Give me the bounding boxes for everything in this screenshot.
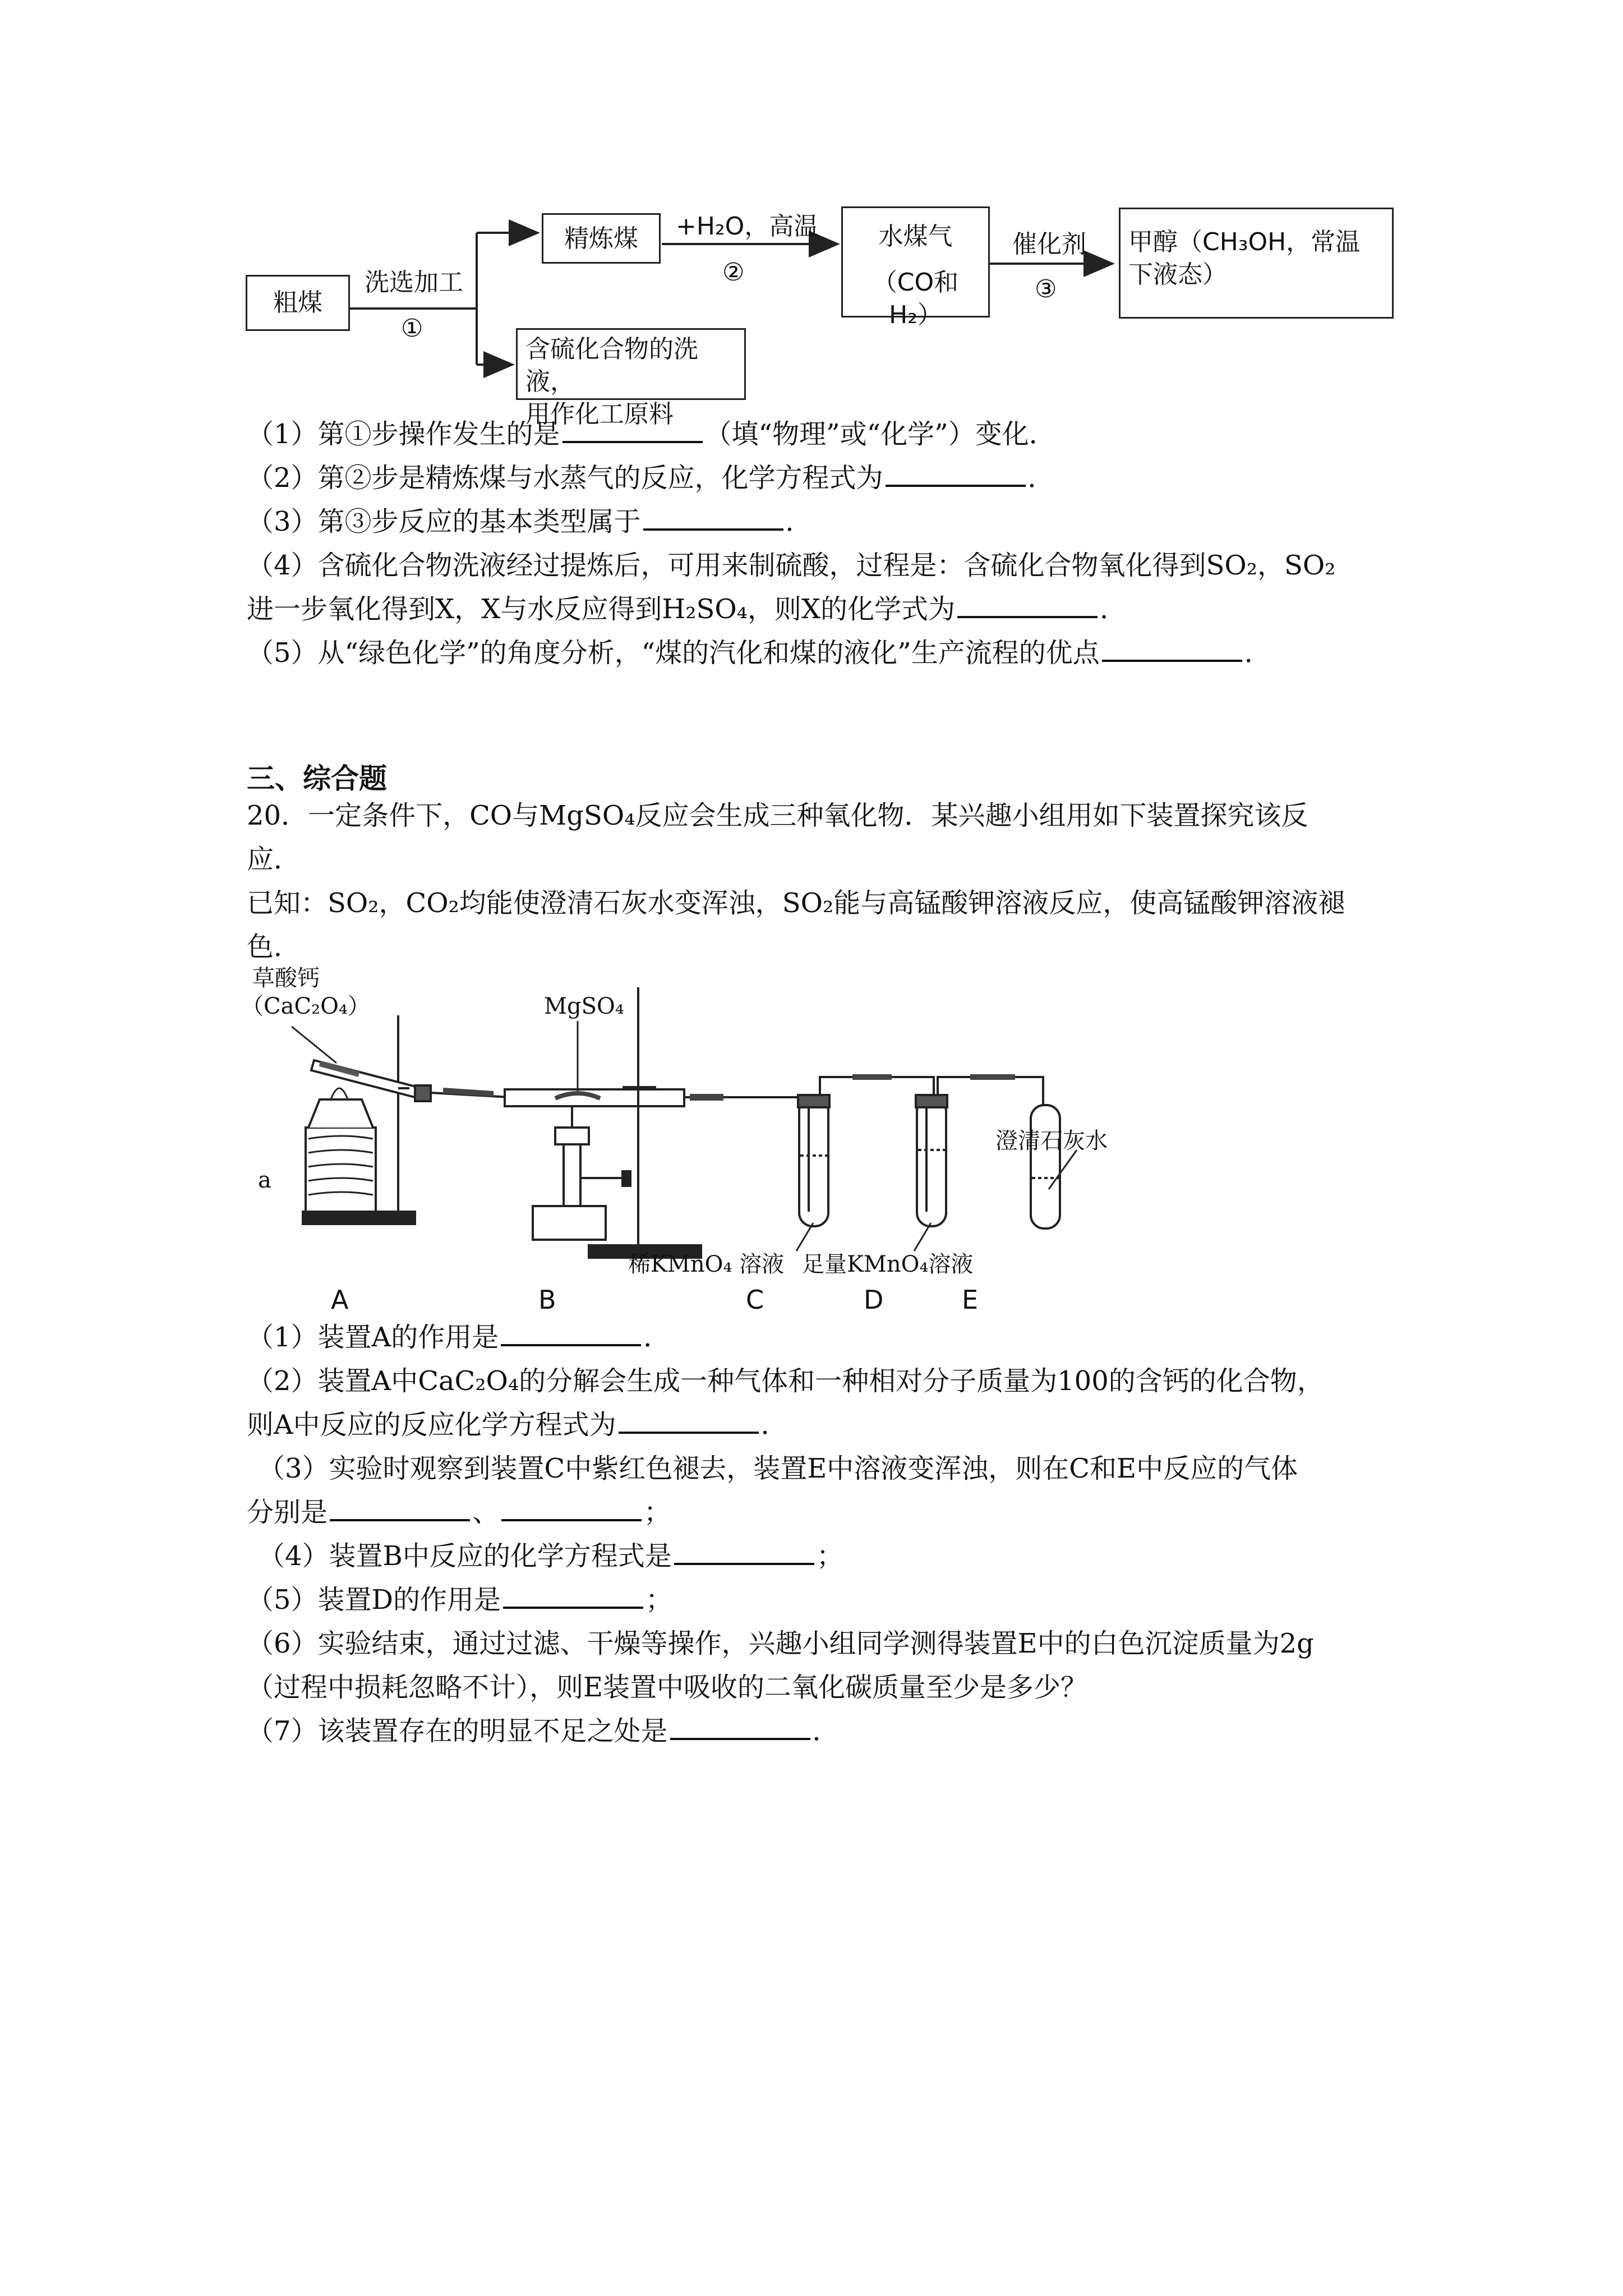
step2-number: ②: [722, 258, 745, 287]
raw-coal-label: 粗煤: [273, 288, 322, 317]
answer-blank[interactable]: [501, 1494, 642, 1521]
p2-q1-suffix: ．: [643, 1322, 671, 1353]
lamp-base-b: [533, 1206, 606, 1240]
limewater-label: 澄清石灰水: [995, 1128, 1108, 1154]
mgso4-label: MgSO₄: [544, 993, 624, 1019]
p2-q7-text: （7）该装置存在的明显不足之处是: [247, 1715, 668, 1747]
test-tube-e: [1031, 1105, 1060, 1228]
p1-question-5: [247, 634, 1271, 672]
p2-question-2-line1: （2）装置A中CaC₂O₄的分解会生成一种气体和一种相对分子质量为100的含钙的化合物，: [247, 1365, 1324, 1397]
p1-q3-text: （3）第③步反应的基本类型属于: [247, 506, 641, 537]
coal-process-flowchart: [236, 202, 1402, 429]
apparatus-letter-c: C: [746, 1285, 764, 1315]
answer-blank[interactable]: [670, 1713, 810, 1740]
stopper-c: [798, 1095, 829, 1107]
q20-line1: 20．一定条件下，CO与MgSO₄反应会生成三种氧化物．某兴趣小组用如下装置探究该反: [247, 800, 1308, 831]
burner-a: [308, 1099, 373, 1128]
p2-question-5: [247, 1581, 672, 1619]
p2-question-1: [247, 1318, 670, 1356]
p2-q3-separator: 、: [472, 1497, 500, 1528]
p1-q5-text: （5）从“绿色化学”的角度分析，“煤的汽化和煤的液化”生产流程的优点: [247, 637, 1100, 669]
step3-number: ③: [1035, 275, 1057, 303]
step2-label: +H₂O，高温: [676, 212, 819, 241]
p1-q1-text: （1）第①步操作发生的是: [247, 418, 560, 450]
p2-q3-text: 分别是: [247, 1497, 328, 1528]
refined-coal-box: [542, 213, 661, 264]
p1-q5-suffix: ．: [1244, 637, 1271, 669]
methanol-line1: 甲醇（CH₃OH，常温: [1128, 228, 1361, 256]
p2-q4-suffix: ；: [816, 1540, 843, 1572]
p2-q3-suffix: ；: [644, 1497, 671, 1528]
p2-q5-text: （5）装置D的作用是: [247, 1584, 501, 1616]
p2-q5-suffix: ；: [645, 1584, 673, 1616]
step3-label: 催化剂: [1012, 230, 1086, 259]
p2-question-2-line2: [247, 1406, 788, 1444]
methanol-line2: 下液态）: [1128, 260, 1227, 289]
step1-label: 洗选加工: [365, 268, 463, 297]
leader-d: [914, 1223, 931, 1251]
p2-q1-text: （1）装置A的作用是: [247, 1322, 499, 1353]
flame-a: [331, 1088, 348, 1099]
apparatus-diagram: [241, 965, 1116, 1313]
p1-q1-suffix: （填“物理”或“化学”）变化．: [704, 418, 1056, 450]
p2-q2-text: 则A中反应的反应化学方程式为: [247, 1409, 616, 1441]
test-tube-d: [917, 1097, 946, 1226]
methanol-box: [1119, 208, 1394, 319]
wash-liquid-line1: 含硫化合物的洗液，: [525, 335, 698, 396]
water-gas-line2: （CO和 H₂）: [872, 268, 959, 329]
p1-q2-suffix: ．: [1027, 462, 1055, 494]
test-tube-c: [799, 1097, 828, 1226]
p1-question-2: [247, 459, 1055, 497]
apparatus-letter-e: E: [962, 1285, 979, 1315]
wash-liquid-box: [516, 328, 746, 429]
known-line2: 色．: [247, 931, 301, 963]
answer-blank[interactable]: [501, 1319, 641, 1346]
kmno4-dilute-label: 稀KMnO₄ 溶液: [628, 1251, 785, 1277]
leader-c: [796, 1223, 813, 1251]
p1-question-4-line1: （4）含硫化合物洗液经过提炼后，可用来制硫酸，过程是：含硫化合物氧化得到SO₂，SO₂: [247, 550, 1336, 581]
p2-q4-text: （4）装置B中反应的化学方程式是: [258, 1540, 672, 1572]
lamp-a-label: a: [258, 1167, 271, 1193]
p1-q4-text: 进一步氧化得到X，X与水反应得到H₂SO₄，则X的化学式为: [247, 593, 956, 625]
refined-coal-label: 精炼煤: [564, 224, 638, 253]
stand-base-a: [303, 1212, 415, 1224]
known-line1: 已知：SO₂，CO₂均能使澄清石灰水变浑浊，SO₂能与高锰酸钾溶液反应，使高锰酸钾溶液褪: [247, 887, 1345, 919]
stopper-d: [916, 1095, 947, 1107]
p2-question-6-line1: （6）实验结束，通过过滤、干燥等操作，兴趣小组同学测得装置E中的白色沉淀质量为2g: [247, 1628, 1314, 1659]
p2-question-3-line1: （3）实验时观察到装置C中紫红色褪去，装置E中溶液变浑浊，则在C和E中反应的气体: [258, 1453, 1298, 1484]
lamp-a: [306, 1128, 376, 1212]
stopper-a: [415, 1085, 431, 1101]
answer-blank[interactable]: [643, 504, 783, 531]
answer-blank[interactable]: [1102, 635, 1242, 662]
p2-question-6-line2: （过程中损耗忽略不计），则E装置中吸收的二氧化碳质量至少是多少？: [247, 1672, 1088, 1703]
p2-question-4: [258, 1537, 843, 1575]
p1-q3-suffix: ．: [785, 506, 813, 537]
water-gas-line1: 水煤气: [878, 222, 953, 251]
p2-q7-suffix: ．: [812, 1715, 840, 1747]
answer-blank[interactable]: [330, 1494, 470, 1521]
water-gas-box: [841, 206, 990, 329]
answer-blank[interactable]: [957, 591, 1098, 618]
burner-b: [564, 1144, 580, 1206]
p1-q2-text: （2）第②步是精炼煤与水蒸气的反应，化学方程式为: [247, 462, 883, 494]
answer-blank[interactable]: [619, 1407, 759, 1434]
apparatus-letter-d: D: [864, 1285, 884, 1315]
apparatus-letter-a: A: [331, 1285, 349, 1315]
q20-line2: 应．: [247, 844, 301, 875]
p1-question-3: [247, 503, 813, 541]
raw-coal-box: [246, 275, 350, 331]
p2-question-7: [247, 1712, 840, 1750]
caox-name-label: 草酸钙: [252, 965, 320, 991]
p2-q2-suffix: ．: [760, 1409, 788, 1441]
leader-caox: [292, 1027, 336, 1063]
answer-blank[interactable]: [503, 1582, 643, 1609]
step1-number: ①: [401, 314, 423, 343]
answer-blank[interactable]: [886, 460, 1026, 487]
answer-blank[interactable]: [674, 1538, 814, 1565]
valve-b: [623, 1171, 630, 1186]
wash-liquid-line2: 用作化工原料: [525, 400, 674, 429]
apparatus-letter-b: B: [538, 1285, 556, 1315]
answer-blank[interactable]: [562, 416, 703, 443]
p1-question-4-line2: [247, 590, 1127, 628]
section-heading: 三、综合题: [247, 762, 387, 795]
burner-top-b: [555, 1128, 589, 1144]
rubber-ab: [443, 1091, 494, 1094]
p1-q4-suffix: ．: [1100, 593, 1127, 625]
kmno4-excess-label: 足量KMnO₄溶液: [802, 1251, 974, 1277]
p1-question-1: [247, 415, 1056, 453]
caox-formula-label: （CaC₂O₄）: [241, 993, 370, 1019]
p2-question-3-line2: [247, 1493, 671, 1531]
